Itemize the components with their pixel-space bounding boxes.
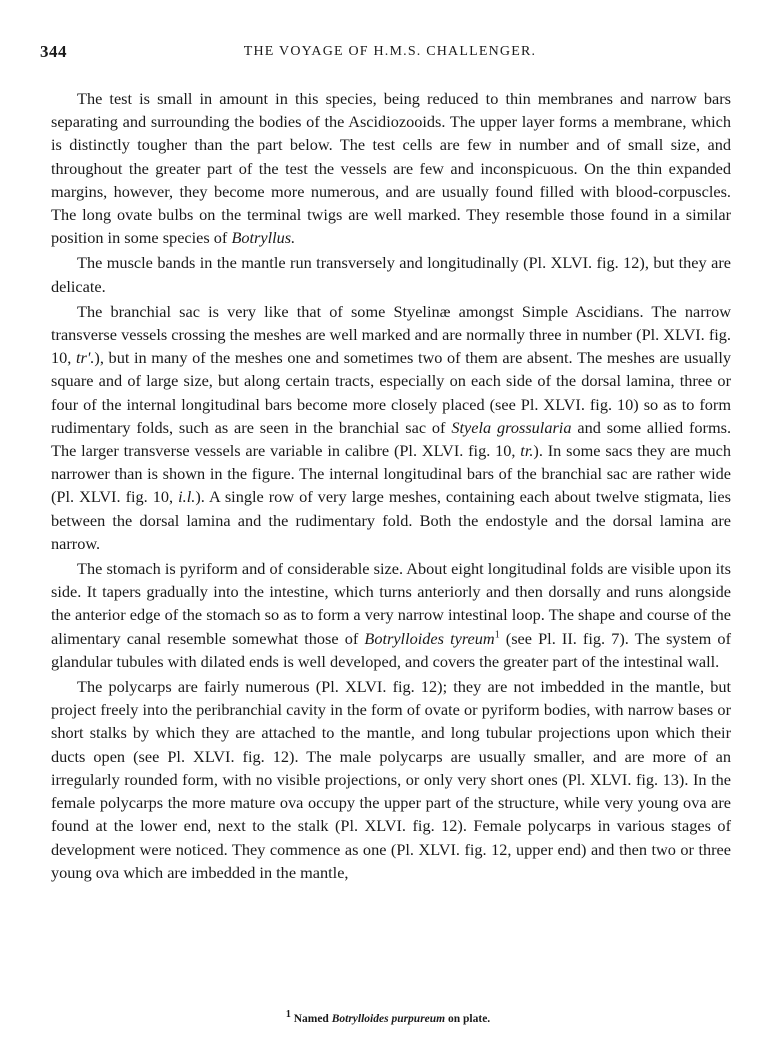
body-text: [51, 87, 731, 886]
italic-species: Botrylloides tyreum: [364, 628, 495, 648]
footnote-text: on plate.: [445, 1013, 491, 1025]
paragraph-stomach: [51, 557, 731, 673]
footnote-text: Named: [293, 1013, 332, 1025]
italic-label: tr'.: [76, 348, 95, 368]
italic-label: i.l.: [178, 487, 196, 507]
text-run: (see Pl. II. fig. 7). The system of glandular tubules with dilated ends is well developed, and covers the greater part of the intestinal wall.: [51, 628, 731, 671]
text-run: The branchial sac is very like that of some Styelinæ amongst Simple Ascidians. The narrow transverse vessels crossing the meshes are well marked and are normally three in number (Pl. XLVI. fig. 10,: [51, 301, 731, 368]
text-run: The stomach is pyriform and of considerable size. About eight longitudinal folds are visible upon its side. It tapers gradually into the intestine, which turns anteriorly and then dorsally and runs alongside the anterior edge of the stomach so as to form a very narrow intestinal loop. The shape and course of the alimentary canal resemble somewhat those of: [51, 559, 731, 648]
page-number: 344: [40, 42, 67, 61]
paragraph-muscle-bands: The muscle bands in the mantle run transversely and longitudinally (Pl. XLVI. fig. 12), but they are delicate.: [51, 253, 731, 296]
footnote-species: Botrylloides purpureum: [331, 1013, 446, 1025]
page-header: [40, 42, 740, 66]
italic-label: tr.: [520, 441, 534, 461]
footnote: [0, 1009, 776, 1025]
text-run: ). A single row of very large meshes, containing each about twelve stigmata, lies between the dorsal lamina and the rudimentary fold. Both the endostyle and the dorsal lamina are narrow.: [51, 487, 731, 553]
italic-species: Styela grossularia: [451, 417, 572, 437]
text-run: ). In some sacs they are much narrower than is shown in the figure. The internal longitudinal bars of the branchial sac are rather wide (Pl. XLVI. fig. 10,: [51, 441, 731, 507]
paragraph-polycarps: The polycarps are fairly numerous (Pl. XLVI. fig. 12); they are not imbedded in the mantle, but project freely into the peribranchial cavity in the form of ovate or pyriform bodies, with narrow bases or short stalks by which they are attached to the mantle, and long tubular projections upon which their ducts open (see Pl. XLVI. fig. 12). The male polycarps are usually smaller, and are more of an irregularly rounded form, with no visible projections, or only very short ones (Pl. XLVI. fig. 13). In the female polycarps the more mature ova occupy the upper part of the structure, while very young ova are found at the lower end, next to the stalk (Pl. XLVI. fig. 12). Female polycarps in various stages of development were noticed. They commence as one (Pl. XLVI. fig. 12, upper end) and then two or three young ova which are imbedded in the mantle,: [51, 677, 731, 882]
text-run: ), but in many of the meshes one and sometimes two of them are absent. The meshes are usually square and of large size, but along certain tracts, especially on each side of the dorsal lamina, three or four of the internal longitudinal bars become more closely placed (see Pl. XLVI. fig. 10) so as to form rudimentary folds, such as are seen in the branchial sac of: [51, 348, 732, 437]
footnote-reference: 1: [494, 629, 500, 641]
footnote-mark: 1: [285, 1009, 291, 1021]
paragraph-test: [51, 87, 731, 249]
italic-genus: Botryllus.: [231, 228, 296, 248]
text-run: The test is small in amount in this species, being reduced to thin membranes and narrow bars separating and surrounding the bodies of the Ascidiozooids. The upper layer forms a membrane, which is distinctly tougher than the part below. The test cells are few in number and of small size, and throughout the greater part of the test the vessels are few and inconspicuous. On the thin expanded margins, however, they become more numerous, and are usually found filled with blood-corpuscles. The long ovate bulbs on the terminal twigs are well marked. They resemble those found in a similar position in some species of: [51, 89, 731, 248]
paragraph-branchial-sac: [51, 300, 731, 555]
running-title: THE VOYAGE OF H.M.S. CHALLENGER.: [243, 44, 537, 59]
text-run: and some allied forms. The larger transverse vessels are variable in calibre (Pl. XLVI. fig. 10,: [51, 417, 732, 461]
